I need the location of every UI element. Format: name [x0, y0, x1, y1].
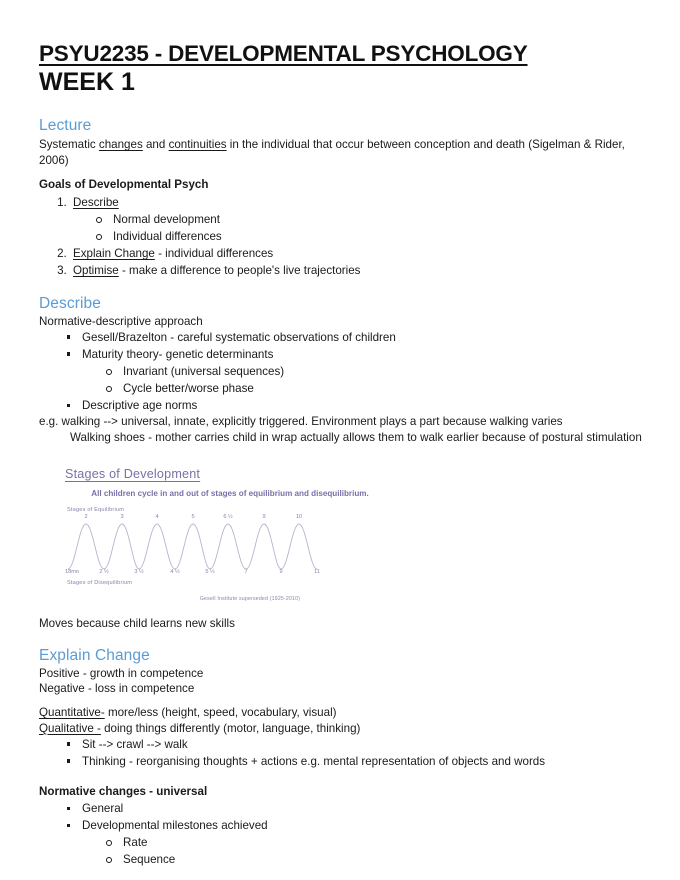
- trough-label: 7: [244, 569, 248, 576]
- peak-label: 4: [155, 514, 159, 521]
- example-line-1: e.g. walking --> universal, innate, explicitly triggered. Environment plays a part because walking varies: [39, 415, 563, 429]
- trough-label: 3 ½: [134, 569, 144, 576]
- figure-stages-of-development: [39, 467, 395, 602]
- describe-approach: Normative-descriptive approach: [39, 314, 203, 328]
- figure-credit: Gesell Institute superseded (1925-2010): [199, 596, 301, 603]
- list-item: [65, 800, 643, 817]
- describe-example: [39, 414, 643, 445]
- bullet-text: Developmental milestones achieved: [82, 819, 268, 833]
- goal-sublist: [73, 211, 643, 245]
- quantitative-rest: more/less (height, speed, vocabulary, visual): [104, 706, 337, 720]
- list-item: [65, 329, 643, 346]
- list-item: [70, 262, 643, 279]
- qualitative-line: [39, 721, 643, 736]
- definition-underline-continuities: continuities: [168, 138, 227, 152]
- figure-peak-labels: [65, 514, 333, 523]
- figure-bottom-axis-label: Stages of Disequilibrium: [67, 580, 133, 587]
- figure-subtitle: All children cycle in and out of stages of equilibrium and disequilibrium.: [91, 488, 369, 498]
- normative-heading: Normative changes - universal: [39, 784, 208, 798]
- goal-label: Describe: [73, 196, 119, 210]
- describe-bullets: [39, 329, 643, 414]
- goal-rest: - individual differences: [154, 247, 274, 261]
- bullet-sublist: [82, 834, 643, 868]
- peak-label: 10: [295, 514, 303, 521]
- normative-bullets: [39, 800, 643, 868]
- bullet-text: Gesell/Brazelton - careful systematic observations of children: [82, 330, 396, 344]
- peak-label: 3: [120, 514, 124, 521]
- list-item: Thinking - reorganising thoughts + actions e.g. mental representation of objects and words: [65, 753, 643, 770]
- definition-post: in the individual that occur between conception and death (Sigelman & Rider, 2006): [39, 138, 625, 167]
- explain-positive: Positive - growth in competence: [39, 666, 204, 680]
- list-item: Normal development: [94, 211, 643, 228]
- explain-change-bullets: [39, 736, 643, 770]
- list-item: Sequence: [104, 851, 643, 868]
- quantitative-line: [39, 705, 643, 720]
- qualitative-label: Qualitative -: [39, 721, 101, 735]
- peak-label: 2: [84, 514, 88, 521]
- goal-label: Explain Change: [73, 247, 155, 261]
- figure-chart: [65, 514, 333, 578]
- trough-label: 5 ½: [205, 569, 215, 576]
- trough-label: 11: [314, 569, 320, 576]
- peak-label: 9: [262, 514, 266, 521]
- section-lecture: [39, 116, 643, 279]
- list-item: [70, 194, 643, 245]
- bullet-sublist: [82, 363, 643, 397]
- goal-label: Optimise: [73, 264, 119, 278]
- section-heading-lecture: Lecture: [39, 117, 92, 135]
- section-describe: [39, 294, 643, 445]
- trough-label: 4 ½: [170, 569, 180, 576]
- figure-top-axis-label: Stages of Equilibrium: [67, 507, 125, 514]
- qualitative-rest: doing things differently (motor, language, thinking): [100, 721, 361, 735]
- bullet-text: Maturity theory- genetic determinants: [82, 347, 274, 361]
- section-heading-explain-change: Explain Change: [39, 646, 150, 664]
- document-subtitle: WEEK 1: [39, 68, 135, 97]
- trough-label: 18mo: [65, 569, 79, 576]
- definition-pre: Systematic: [39, 138, 99, 152]
- document-title: PSYU2235 - DEVELOPMENTAL PSYCHOLOGY: [39, 41, 528, 66]
- page-content: [39, 40, 643, 868]
- list-item: [70, 245, 643, 262]
- section-normative-changes: [39, 784, 643, 868]
- figure-trough-labels: [65, 569, 333, 578]
- quantitative-label: Quantitative-: [39, 706, 105, 720]
- trough-label: 2 ½: [99, 569, 109, 576]
- list-item: Sit --> crawl --> walk: [65, 736, 643, 753]
- bullet-text: Descriptive age norms: [82, 399, 198, 413]
- explain-negative: Negative - loss in competence: [39, 681, 195, 695]
- trough-label: 9: [279, 569, 283, 576]
- goals-heading: Goals of Developmental Psych: [39, 178, 209, 192]
- lecture-definition: [39, 137, 643, 168]
- list-item: [65, 397, 643, 414]
- figure-title: Stages of Development: [65, 466, 201, 481]
- list-item: Cycle better/worse phase: [104, 380, 643, 397]
- peak-label: 5: [191, 514, 195, 521]
- example-line-2: Walking shoes - mother carries child in wrap actually allows them to walk earlier because of postural stimulation: [70, 430, 642, 444]
- list-item: [65, 346, 643, 397]
- list-item: [65, 817, 643, 868]
- definition-underline-changes: changes: [98, 138, 143, 152]
- list-item: Individual differences: [94, 228, 643, 245]
- goal-rest: - make a difference to people's live trajectories: [118, 264, 361, 278]
- list-item: Invariant (universal sequences): [104, 363, 643, 380]
- peak-label: 6 ½: [223, 514, 233, 521]
- section-explain-change: [39, 646, 643, 770]
- definition-mid: and: [142, 138, 169, 152]
- goals-list: [39, 194, 643, 279]
- section-heading-describe: Describe: [39, 294, 101, 312]
- bullet-text: General: [82, 802, 124, 816]
- figure-caption-note: Moves because child learns new skills: [39, 617, 235, 631]
- list-item: Rate: [104, 834, 643, 851]
